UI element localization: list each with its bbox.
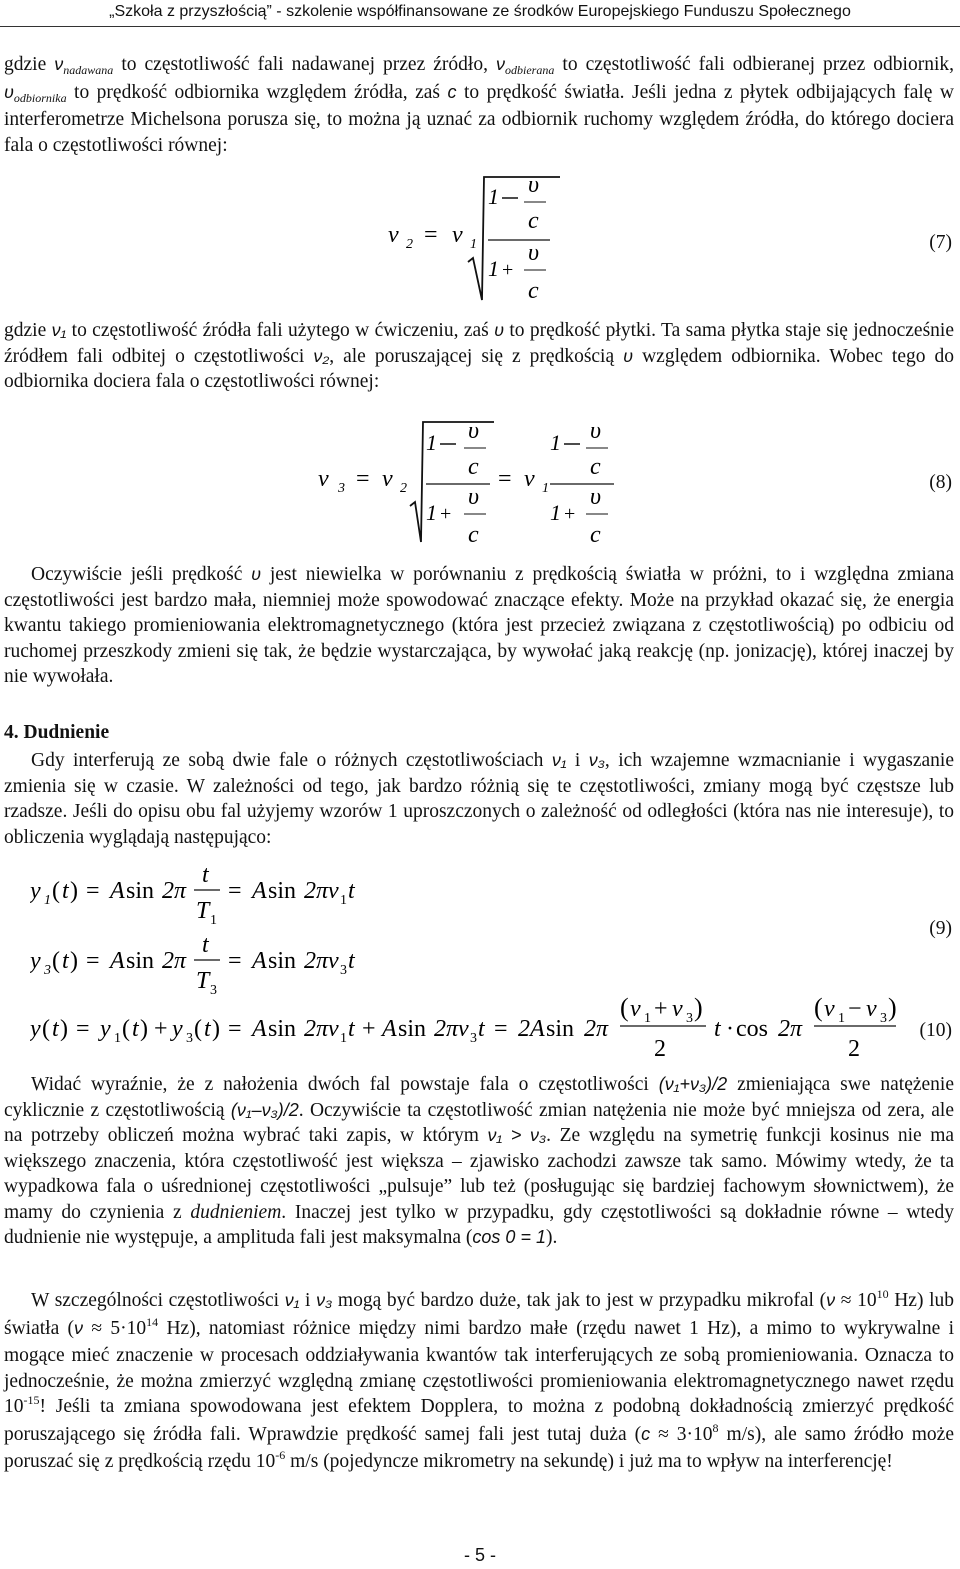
equation-8-number: (8): [929, 472, 952, 493]
svg-text:1: 1: [550, 500, 561, 525]
svg-text:−: −: [848, 996, 862, 1022]
svg-text:y: y: [100, 1016, 111, 1042]
svg-text:y: y: [30, 878, 41, 904]
svg-text:ν: ν: [630, 996, 641, 1022]
svg-text:=: =: [228, 878, 242, 904]
equation-7: [380, 172, 580, 307]
svg-text:1: 1: [644, 1011, 651, 1026]
svg-text:+: +: [564, 503, 576, 525]
svg-text:t: t: [62, 878, 69, 904]
equation-10-number: (10): [919, 1020, 952, 1041]
svg-text:t: t: [478, 1016, 485, 1042]
svg-text:2πν: 2πν: [304, 878, 339, 904]
svg-text:sin: sin: [268, 948, 297, 974]
svg-text:1: 1: [426, 500, 437, 525]
svg-text:=: =: [86, 948, 100, 974]
svg-text:): ): [70, 878, 78, 904]
svg-text:t: t: [714, 1016, 721, 1042]
svg-text:=: =: [494, 1016, 508, 1042]
svg-text:+: +: [154, 1016, 168, 1042]
svg-text:2: 2: [406, 237, 413, 252]
svg-text:t: t: [348, 1016, 355, 1042]
svg-text:3: 3: [338, 481, 345, 496]
svg-text:(: (: [122, 1016, 130, 1042]
svg-text:2: 2: [654, 1036, 666, 1062]
page-header: „Szkoła z przyszłością” - szkolenie współfinansowane ze środków Europejskiego Funduszu Społecznego: [109, 3, 851, 20]
svg-text:3: 3: [340, 963, 347, 978]
svg-text:sin: sin: [126, 948, 155, 974]
svg-text:2A: 2A: [518, 1016, 545, 1042]
paragraph-doppler-intro: gdzie $\nu_{nadawana}$ to częstotliwość fali nadawanej przez źródło, $\nu_{odbierana}$ to częstotliwość fali odbieranej przez odbiornik, $\upsilon_{odbiornika}$ to prędkość odbiornika względem źródła, zaś c to prędkość światła. Jeśli jedna z płytek odbijających falę w interferometrze Michelsona porusza się, to można ją uznać za odbiornik ruchomy względem źródła, do którego dociera fala o częstotliwości równej:: [4, 54, 954, 156]
svg-text:ν: ν: [388, 222, 399, 248]
svg-text:(: (: [52, 948, 60, 974]
svg-text:ν: ν: [524, 466, 535, 492]
svg-text:t: t: [52, 1016, 59, 1042]
svg-text:3: 3: [210, 983, 217, 997]
svg-text:ν: ν: [452, 222, 463, 248]
svg-text:t: t: [132, 1016, 139, 1042]
svg-text:1: 1: [114, 1031, 121, 1046]
paragraph-small-velocity: Oczywiście jeśli prędkość υ jest niewielka w porównaniu z prędkością światła w próżni, to i względna zmiana częstotliwości jest bardzo mała, niemniej może spowodować znaczące efekty. Może na przykład okazać się, że energia kwantu takiego promieniowania elektromagnetycznego (która jest przecież związana z częstotliwością) po odbiciu od ruchomej przeszkody zmieni się tak, że będzie wystarczająca, by wywołać jaką reakcję (np. jonizację), której inaczej by nie wywołała.: [4, 564, 954, 687]
svg-text:A: A: [252, 1016, 267, 1042]
svg-text:y: y: [172, 1016, 183, 1042]
svg-text:1: 1: [542, 481, 549, 496]
svg-text:c: c: [468, 522, 479, 548]
svg-text:t: t: [202, 862, 209, 888]
svg-text:1: 1: [488, 256, 499, 281]
svg-text:2π: 2π: [162, 948, 187, 974]
svg-text:2πν: 2πν: [304, 1016, 339, 1042]
svg-text:sin: sin: [546, 1016, 575, 1042]
svg-text:υ: υ: [590, 418, 602, 444]
svg-text:ν: ν: [318, 466, 329, 492]
svg-text:A: A: [252, 878, 267, 904]
paragraph-beats-intro: Gdy interferują ze sobą dwie fale o różnych częstotliwościach ν₁ i ν₃, ich wzajemne wzmacnianie i wygaszanie zmienia się w czasie. W zależności od tego, jak bardzo różnią się te częstotliwości, zmiany mogą być częstsze lub rzadsze. Jeśli do opisu obu fal użyjemy wzorów 1 uproszczonych o zależność od odległości (która nas nie interesuje), to obliczenia wyglądają następująco:: [4, 750, 954, 848]
svg-text:t: t: [202, 932, 209, 958]
svg-text:+: +: [440, 503, 452, 525]
svg-text:=: =: [228, 948, 242, 974]
page-number: - 5 -: [463, 1545, 496, 1565]
svg-text:A: A: [382, 1016, 397, 1042]
svg-text:3: 3: [686, 1011, 693, 1026]
svg-text:(: (: [52, 878, 60, 904]
svg-text:): ): [60, 1016, 68, 1042]
svg-text:υ: υ: [528, 172, 540, 198]
svg-text:): ): [70, 948, 78, 974]
svg-text:(: (: [814, 996, 823, 1022]
equation-10: [30, 996, 900, 1064]
svg-text:t: t: [62, 948, 69, 974]
svg-text:t: t: [348, 878, 355, 904]
svg-text:(: (: [194, 1016, 202, 1042]
svg-text:=: =: [76, 1016, 90, 1042]
svg-text:=: =: [498, 466, 512, 492]
svg-text:1: 1: [426, 430, 437, 455]
svg-text:3: 3: [470, 1031, 477, 1046]
svg-text:1: 1: [44, 893, 51, 908]
svg-text:): ): [694, 996, 703, 1022]
svg-text:ν: ν: [824, 996, 835, 1022]
svg-text:(: (: [620, 996, 629, 1022]
svg-text:(: (: [42, 1016, 50, 1042]
svg-text:2πν: 2πν: [434, 1016, 469, 1042]
svg-text:): ): [212, 1016, 220, 1042]
svg-text:c: c: [528, 208, 539, 234]
svg-text:1: 1: [550, 430, 561, 455]
svg-text:υ: υ: [590, 484, 602, 510]
equation-9: [30, 862, 390, 997]
svg-text:·: ·: [726, 1016, 734, 1042]
svg-text:2π: 2π: [584, 1016, 609, 1042]
svg-text:=: =: [228, 1016, 242, 1042]
svg-text:): ): [140, 1016, 148, 1042]
paragraph-high-frequencies: W szczególności częstotliwości ν₁ i ν₃ mogą być bardzo duże, tak jak to jest w przypadku mikrofal ($\nu \approx 10^{10}$ Hz) lub światła ($\nu \approx 5\cdot 10^{14}$ Hz), natomiast różnice między nimi bardzo małe (rzędu nawet 1 Hz), a mimo to wykrywalne i mogące mieć znaczenie w procesach oddziaływania kwantów tak interferujących ze sobą promieniowania. Oznacza to jednocześnie, że można zmierzyć względną zmianę częstotliwości promieniowania elektromagnetycznego nawet rzędu $10^{-15}$! Jeśli ta zmiana spowodowana jest efektem Dopplera, to można z podobną dokładnością zmierzyć prędkość poruszającego się źródła fali. Wprawdzie prędkość samej fali jest tutaj duża ($c \approx 3\cdot 10^8$ m/s), ale samo źródło może poruszać się z prędkością rzędu $10^{-6}$ m/s (pojedyncze mikrometry na sekundę) i już ma to wpływ na interferencję!: [4, 1287, 955, 1472]
svg-text:y: y: [30, 1016, 41, 1042]
svg-text:2π: 2π: [778, 1016, 803, 1042]
svg-text:A: A: [252, 948, 267, 974]
paragraph-plate-frequency: gdzie ν₁ to częstotliwość źródła fali użytego w ćwiczeniu, zaś υ to prędkość płytki. Ta sama płytka staje się jednocześnie źródłem fali odbitej o częstotliwości ν₂, ale poruszającej się z prędkością υ względem odbiornika. Wobec tego do odbiornika dociera fala o częstotliwości równej:: [4, 320, 955, 392]
svg-text:ν: ν: [866, 996, 877, 1022]
section-heading-beats: 4. Dudnienie: [4, 722, 110, 743]
svg-text:=: =: [86, 878, 100, 904]
svg-text:1: 1: [340, 893, 347, 908]
svg-text:t: t: [348, 948, 355, 974]
svg-text:+: +: [654, 996, 668, 1022]
svg-text:c: c: [590, 454, 601, 480]
svg-text:υ: υ: [468, 418, 480, 444]
svg-text:3: 3: [186, 1031, 193, 1046]
svg-text:ν: ν: [382, 466, 393, 492]
svg-text:cos: cos: [736, 1016, 768, 1042]
svg-text:t: t: [204, 1016, 211, 1042]
svg-text:1: 1: [340, 1031, 347, 1046]
equation-7-number: (7): [929, 232, 952, 253]
equation-8: [318, 418, 648, 553]
svg-text:=: =: [356, 466, 370, 492]
svg-text:c: c: [590, 522, 601, 548]
svg-text:y: y: [30, 948, 41, 974]
svg-text:A: A: [110, 878, 125, 904]
svg-text:υ: υ: [468, 484, 480, 510]
header-rule: [0, 26, 960, 27]
paragraph-beats-explained: Widać wyraźnie, że z nałożenia dwóch fal powstaje fala o częstotliwości (ν₁+ν₃)/2 zmieniająca swe natężenie cyklicznie z częstotliwością (ν₁–ν₃)/2. Oczywiście ta częstotliwość zmian natężenia nie może być mniejsza od zera, ale na potrzeby obliczeń można wybrać taki zapis, w którym ν₁ > ν₃. Ze względu na symetrię funkcji kosinus nie ma większego znaczenia, która częstotliwość jest większa – zjawisko zachodzi zawsze tak samo. Mówimy wtedy, że ta wypadkowa fala o uśrednionej częstotliwości „pulsuje” lub też (posługując się bardziej fachowym słownictwem), że mamy do czynienia z dudnieniem. Inaczej jest tylko w przypadku, gdy częstotliwości są dokładnie równe – wtedy dudnienie nie występuje, a amplituda fali jest maksymalna (cos 0 = 1).: [4, 1074, 955, 1248]
svg-text:sin: sin: [126, 878, 155, 904]
svg-text:2π: 2π: [162, 878, 187, 904]
svg-text:υ: υ: [528, 240, 540, 266]
svg-text:sin: sin: [398, 1016, 427, 1042]
svg-text:sin: sin: [268, 1016, 297, 1042]
svg-text:A: A: [110, 948, 125, 974]
svg-text:): ): [888, 996, 897, 1022]
svg-text:ν: ν: [672, 996, 683, 1022]
svg-text:=: =: [424, 222, 438, 248]
svg-text:1: 1: [838, 1011, 845, 1026]
svg-text:T: T: [196, 968, 210, 994]
svg-text:2πν: 2πν: [304, 948, 339, 974]
svg-text:sin: sin: [268, 878, 297, 904]
svg-text:c: c: [468, 454, 479, 480]
svg-text:2: 2: [848, 1036, 860, 1062]
svg-text:1: 1: [210, 913, 217, 928]
svg-text:3: 3: [44, 963, 51, 978]
svg-text:3: 3: [880, 1011, 887, 1026]
svg-text:1: 1: [470, 237, 477, 252]
svg-text:c: c: [528, 278, 539, 304]
svg-text:2: 2: [400, 481, 407, 496]
svg-text:T: T: [196, 898, 210, 924]
equation-9-number: (9): [929, 918, 952, 939]
svg-text:+: +: [502, 259, 514, 281]
svg-text:+: +: [362, 1016, 376, 1042]
svg-text:1: 1: [488, 184, 499, 209]
